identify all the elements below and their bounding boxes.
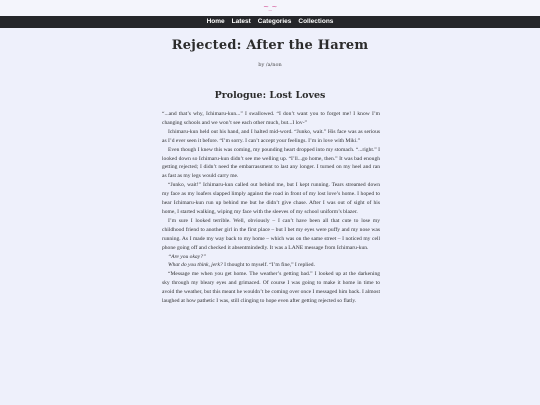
story-paragraph: Ichimaru-kun held out his hand, and I halted mid-word. “Junko, wait.” His face was as serious as I’d ever seen it before. “I’m sorry. I can’t accept your feelings. I’m in love with Miki.” <box>162 128 380 144</box>
italic-thought: What do you think, jerk? <box>168 262 223 269</box>
nav-home-link[interactable]: Home <box>206 18 225 25</box>
story-title: Rejected: After the Harem <box>171 38 369 53</box>
story-paragraph: “...and that’s why, Ichimaru-kun...” I swallowed. “I don’t want you to forget me! I know I’m changing schools and we won’t see each other much, but...I lov-” <box>162 111 380 126</box>
italic-dialogue: “Are you okay?” <box>168 253 206 260</box>
site-logo[interactable]: ~_~ <box>263 3 277 11</box>
chapter-title: Prologue: Lost Loves <box>214 90 326 101</box>
nav-latest-link[interactable]: Latest <box>231 18 251 25</box>
story-paragraph: “Message me when you get home. The weather’s getting bad.” I looked up at the darkening sky through my bleary eyes and grimaced. Of course I was going to make it home in time to avoid the weather, but this meant he wouldn’t be coming over once I messaged him back. I almost laughed at how pathetic I was, still clinging to hope even after getting rejected so flatly. <box>162 271 380 305</box>
story-paragraph <box>162 261 380 270</box>
story-paragraph: I’m sure I looked terrible. Well, obviously – I can’t have been all that cute to lose my childhood friend to another girl in the first place – but I bet my eyes were puffy and my nose was running. As I made my way back to my home – which was on the same street – I noticed my cell phone going off and checked it absentmindedly. It was a LANE message from Ichimaru-kun. <box>162 217 380 251</box>
main-navbar <box>0 16 540 28</box>
story-paragraph <box>162 253 380 262</box>
author-byline: by /a/non <box>258 62 282 68</box>
thought-continuation: I thought to myself. “I’m fine,” I replied. <box>222 262 315 269</box>
story-paragraph: Even though I knew this was coming, my pounding heart dropped into my stomach. “...right.” I looked down so Ichimaru-kun didn’t see me welling up. “I’ll...go home, then.” It was bad enough getting rejected; I didn’t need the embarrassment to last any longer. I turned on my heel and ran as fast as my legs would carry me. <box>162 146 380 180</box>
nav-categories-link[interactable]: Categories <box>257 18 292 25</box>
nav-collections-link[interactable]: Collections <box>298 18 334 25</box>
top-strip <box>0 0 540 16</box>
story-paragraph: “Junko, wait!” Ichimaru-kun called out behind me, but I kept running. Tears streamed down my face as my loafers slapped limply against the road in front of my lost love’s home. I hoped to hear Ichimaru-kun run up behind me but he didn’t give chase. After I was out of sight of his home, I started walking, wiping my face with the sleeves of my school uniform’s blazer. <box>162 182 380 215</box>
chapter-body <box>162 110 380 306</box>
